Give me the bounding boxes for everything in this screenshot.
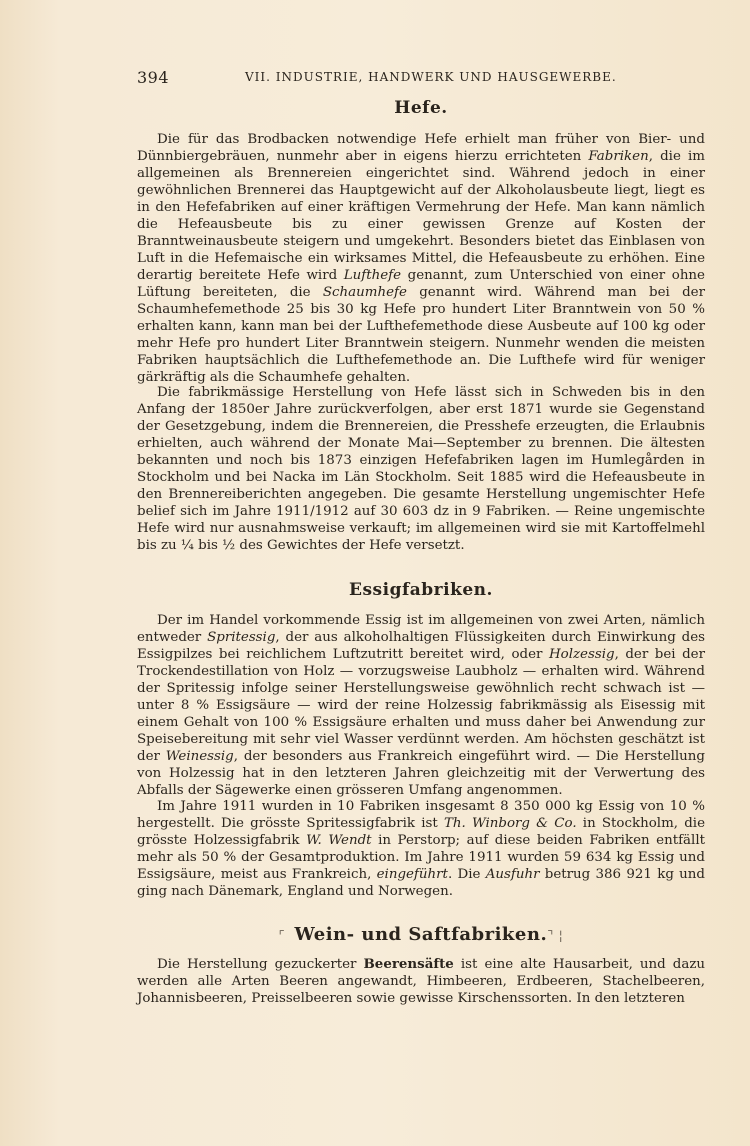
page-number: 394 [137, 68, 170, 87]
emphasis-text: Schaumhefe [322, 285, 407, 300]
paragraph [137, 612, 705, 799]
running-title: VII. INDUSTRIE, HANDWERK UND HAUSGEWERBE. [245, 70, 617, 84]
section-title-wein-saftfabriken [137, 924, 705, 945]
text-run: Im Jahre 1911 wurden in 10 Fabriken insgesamt 8 350 000 kg Essig von 10 % hergestellt. Die grösste Spritessigfabrik ist [137, 799, 705, 831]
text-run: genannt wird. Während man bei der Schaumhefemethode 25 bis 30 kg Hefe pro hundert Liter Branntwein von 50 % erhalten kann, kann man bei der Lufthefemethode diese Ausbeute auf 100 kg oder mehr Hefe pro hundert Liter Branntwein steigern. Nunmehr wenden die meisten Fabriken hauptsächlich die Lufthefemethode an. Die Lufthefe wird für weniger gärkräftig als die Schaumhefe gehalten. [137, 285, 705, 385]
text-run: in Stockholm, die grösste Holzessigfabrik [137, 816, 705, 848]
emphasis-text: Th. Winborg & Co. [443, 816, 577, 831]
text-run: ist eine alte Hausarbeit, und dazu werden alle Arten Beeren angewandt, Himbeeren, Erdbeeren, Stachelbeeren, Johannisbeeren, Preisselbeeren sowie gewisse Kirschenssorten. In den letzteren [137, 957, 705, 1006]
running-header [137, 68, 705, 88]
bold-text: Beerensäfte [363, 956, 454, 972]
proof-mark: ⌜ [278, 929, 295, 944]
text-run: , der aus alkoholhaltigen Flüssigkeiten durch Einwirkung des Essigpilzes bei reichlichem Luftzutritt bereitet wird, oder [137, 630, 705, 662]
text-run: . Die [447, 867, 486, 882]
section-title-text: Wein- und Saftfabriken. [294, 924, 548, 945]
section-title-hefe: Hefe. [394, 98, 448, 118]
text-run: Die fabrikmässige Herstellung von Hefe lässt sich in Schweden bis in den Anfang der 1850er Jahre zurückverfolgen, aber erst 1871 wurde sie Gegenstand der Gesetzgebung, indem die Brennereien, die Presshefe erzeugten, die Erlaubnis erhielten, auch während der Monate Mai—September zu brennen. Die ältesten bekannten und noch bis 1873 einzigen Hefefabriken lagen im Humlegården in Stockholm und bei Nacka im Län Stockholm. Seit 1885 wird die Hefeausbeute in den Brennereiberichten angegeben. Die gesamte Herstellung ungemischter Hefe belief sich im Jahre 1911/1912 auf 30 603 dz in 9 Fabriken. — Reine ungemischte Hefe wird nur ausnahmsweise verkauft; im allgemeinen wird sie mit Kartoffelmehl bis zu ¼ bis ½ des Gewichtes der Hefe versetzt. [137, 385, 705, 553]
section-title-essigfabriken: Essigfabriken. [349, 580, 493, 600]
text-run: , der besonders aus Frankreich eingeführt wird. — Die Herstellung von Holzessig hat in den letzteren Jahren gleichzeitig mit der Verwertung des Abfalls der Sägewerke einen grösseren Umfang angenommen. [137, 749, 705, 798]
emphasis-text: Ausfuhr [485, 867, 540, 882]
emphasis-text: Holzessig [548, 647, 615, 662]
emphasis-text: Weinessig [165, 749, 234, 764]
text-run: Die Herstellung gezuckerter [157, 957, 364, 972]
text-run: betrug 386 921 kg und ging nach Dänemark, England und Norwegen. [137, 867, 705, 899]
text-run: Die für das Brodbacken notwendige Hefe erhielt man früher von Bier- und Dünnbiergebräuen, nunmehr aber in eigens hierzu errichteten [137, 132, 705, 164]
emphasis-text: W. Wendt [306, 833, 372, 848]
text-run: Der im Handel vorkommende Essig ist im allgemeinen von zwei Arten, nämlich entweder [137, 613, 705, 645]
text-run: , der bei der Trockendestillation von Holz — vorzugsweise Laubholz — erhalten wird. Während der Spritessig infolge seiner Herstellungsweise gewöhnlich recht schwach ist — unter 8 % Essigsäure — wird der reine Holzessig fabrikmässig als Eisessig mit einem Gehalt von 100 % Essigsäure erhalten und muss daher bei Anwendung zur Speisebereitung mit sehr viel Wasser verdünnt werden. Am höchsten geschätzt ist der [137, 647, 705, 764]
paragraph [137, 798, 705, 900]
emphasis-text: Spritessig [207, 630, 276, 645]
paragraph [137, 384, 705, 554]
paragraph [137, 956, 705, 1007]
emphasis-text: Lufthefe [343, 268, 402, 283]
emphasis-text: Fabriken [588, 149, 649, 164]
text-run: , die im allgemeinen als Brennereien eingerichtet sind. Während jedoch in einer gewöhnlichen Brennerei das Hauptgewicht auf der Alkoholausbeute liegt, liegt es in den Hefefabriken auf einer kräftigen Vermehrung der Hefe. Man kann nämlich die Hefeausbeute bis zu einer gewissen Grenze auf Kosten der Branntweinausbeute steigern und umgekehrt. Besonders bietet das Einblasen von Luft in die Hefemaische ein wirksames Mittel, die Hefeausbeute zu erhöhen. Eine derartig bereitete Hefe wird [137, 149, 705, 283]
text-run: genannt, zum Unterschied von einer ohne Lüftung bereiteten, die [137, 268, 705, 300]
proof-mark: ⌝ ¦ [547, 929, 564, 944]
text-run: in Perstorp; auf diese beiden Fabriken entfällt mehr als 50 % der Gesamtproduktion. Im Jahre 1911 wurden 59 634 kg Essig und Essigsäure, meist aus Frankreich, [137, 833, 705, 882]
paragraph [137, 131, 705, 386]
emphasis-text: eingeführt [376, 867, 448, 882]
